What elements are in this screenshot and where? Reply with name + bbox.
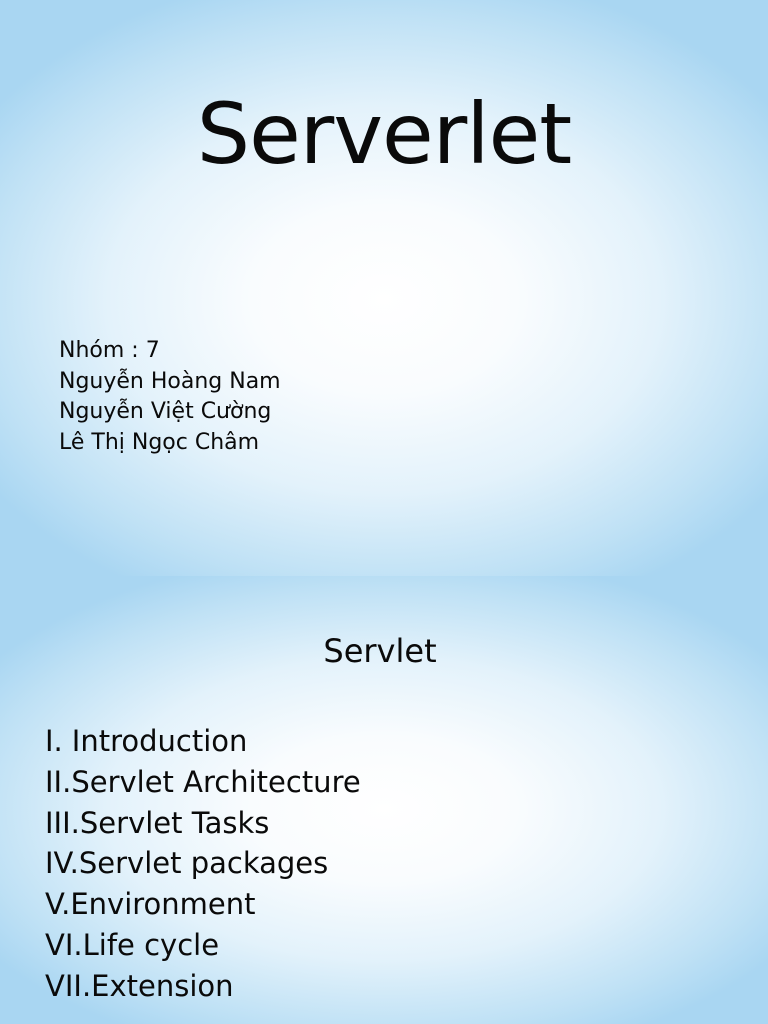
toc-item (45, 966, 361, 1007)
author-name: Nguyễn Việt Cường (59, 399, 272, 424)
table-of-contents (45, 721, 361, 1007)
author-name: Nguyễn Hoàng Nam (59, 368, 281, 394)
toc-item (45, 721, 361, 762)
toc-item-number: III. (45, 805, 80, 840)
toc-item-text: Servlet Tasks (79, 805, 270, 840)
toc-item (45, 843, 361, 884)
toc-item (45, 925, 361, 966)
toc-item-number: IV. (45, 846, 79, 881)
toc-item-text: Servlet packages (78, 846, 329, 881)
author-name: Lê Thị Ngọc Châm (59, 429, 260, 455)
toc-item-text: Extension (91, 968, 234, 1003)
slide-title: Serverlet (196, 85, 572, 183)
toc-item-text: Environment (70, 887, 256, 922)
group-label: Nhóm : 7 (59, 338, 160, 363)
contents-slide (0, 576, 768, 1024)
toc-item-text: Introduction (71, 724, 248, 758)
toc-item (45, 762, 361, 803)
toc-item-number: II. (45, 764, 72, 799)
toc-item (45, 884, 361, 925)
toc-item-number: VI. (45, 927, 83, 962)
toc-item-number: VII. (45, 968, 92, 1003)
slide-title: Servlet (323, 632, 437, 670)
toc-item-number: V. (45, 887, 71, 922)
toc-item (45, 803, 361, 844)
toc-item-text: Life cycle (82, 927, 220, 962)
author-list (59, 336, 281, 458)
toc-item-text: Servlet Architecture (71, 764, 361, 799)
toc-item-number: I. (45, 724, 63, 758)
